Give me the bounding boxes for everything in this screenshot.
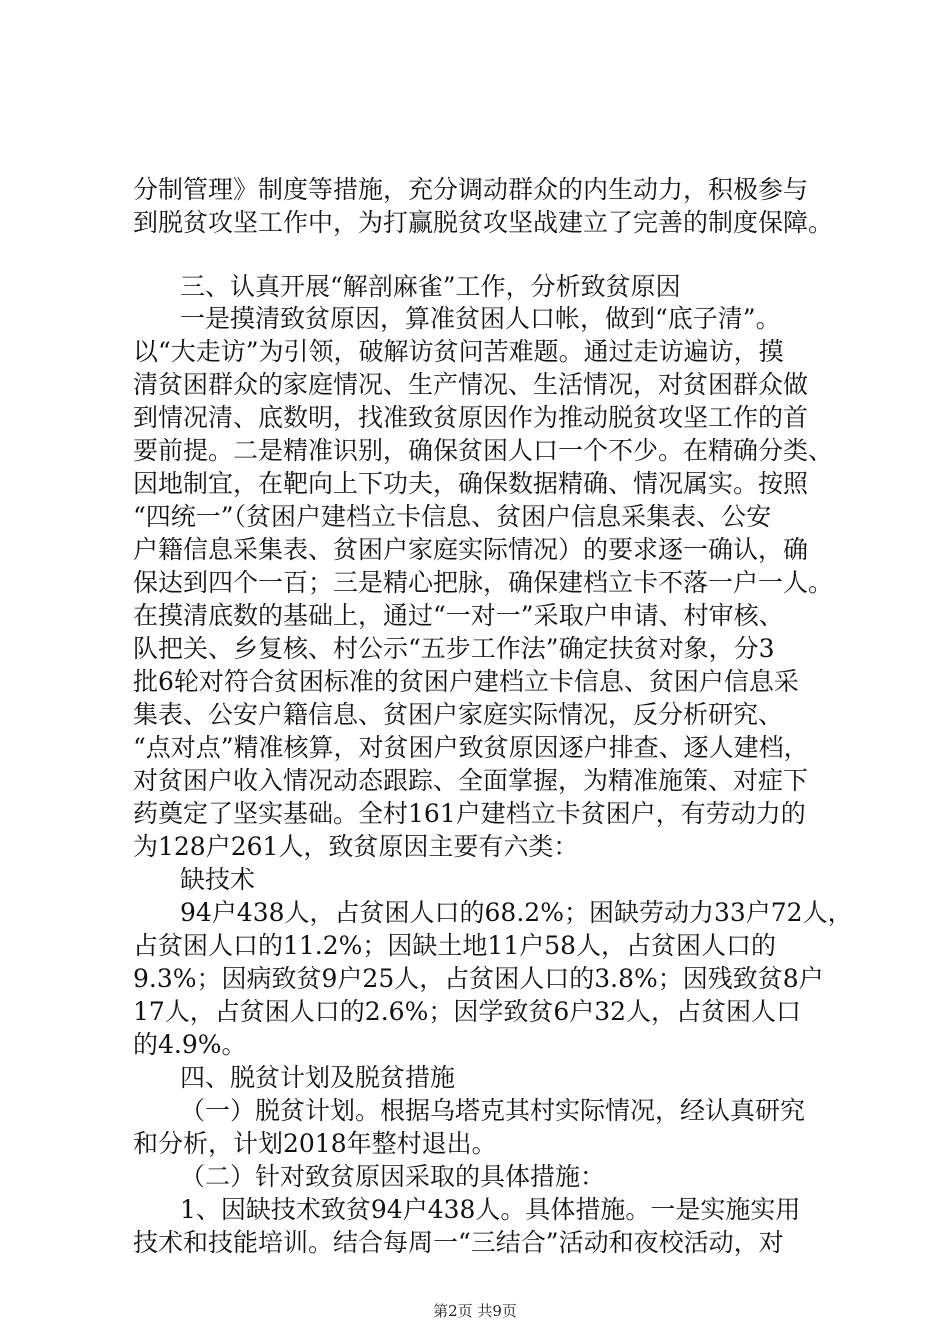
subheading: 缺技术 [180,865,256,894]
text-line: 药奠定了坚实基础。全村161户建档立卡贫困户，有劳动力的 [133,799,806,828]
text-line: 94户438人，占贫困人口的68.2%；困缺劳动力33户72人， [180,898,853,927]
text-line: 1、因缺技术致贫94户438人。具体措施。一是实施实用 [180,1195,801,1224]
text-line: 保达到四个一百；三是精心把脉，确保建档立卡不落一户一人。 [133,568,834,597]
text-line: 集表、公安户籍信息、贫困户家庭实际情况，反分析研究、 [133,700,784,729]
text-line: 队把关、乡复核、村公示“五步工作法”确定扶贫对象，分3 [133,634,775,663]
page-number-footer: 第2页 共9页 [433,1302,517,1320]
text-line: 对贫困户收入情况动态跟踪、全面掌握，为精准施策、对症下 [133,766,809,795]
text-line: （一）脱贫计划。根据乌塔克其村实际情况，经认真研究 [180,1096,806,1125]
text-line: 要前提。二是精准识别，确保贫困人口一个不少。在精确分类、 [133,436,834,465]
text-line: 户籍信息采集表、贫困户家庭实际情况）的要求逐一确认，确 [133,535,809,564]
text-line: 9.3%；因病致贫9户25人，占贫困人口的3.8%；因残致贫8户 [133,964,824,993]
text-line: 占贫困人口的11.2%；因缺土地11户58人，占贫困人口的 [133,931,777,960]
text-line: 在摸清底数的基础上，通过“一对一”采取户申请、村审核、 [133,601,784,630]
text-line: 分制管理》制度等措施，充分调动群众的内生动力，积极参与 [133,175,809,204]
text-line: “四统一”（贫困户建档立卡信息、贫困户信息采集表、公安 [133,502,772,531]
text-line: 到情况清、底数明，找准致贫原因作为推动脱贫攻坚工作的首 [133,403,809,432]
text-line: 到脱贫攻坚工作中，为打赢脱贫攻坚战建立了完善的制度保障。 [133,208,834,237]
text-line: 为128户261人，致贫原因主要有六类： [133,832,579,861]
text-line: 技术和技能培训。结合每周一“三结合”活动和夜校活动，对 [133,1228,784,1257]
text-line: 一是摸清致贫原因，算准贫困人口帐，做到“底子清”。 [180,304,781,333]
text-line: 因地制宜，在靶向上下功夫，确保数据精确、情况属实。按照 [133,469,809,498]
text-line: 以“大走访”为引领，破解访贫问苦难题。通过走访遍访，摸 [133,337,784,366]
text-line: 清贫困群众的家庭情况、生产情况、生活情况，对贫困群众做 [133,370,809,399]
section-heading: 三、认真开展“解剖麻雀”工作，分析致贫原因 [180,272,681,301]
text-line: 批6轮对符合贫困标准的贫困户建档立卡信息、贫困户信息采 [133,667,799,696]
text-line: 17人，占贫困人口的2.6%；因学致贫6户32人，占贫困人口 [133,997,802,1026]
text-line: 和分析，计划2018年整村退出。 [133,1129,497,1158]
section-heading: 四、脱贫计划及脱贫措施 [180,1063,456,1092]
text-line: 的4.9%。 [133,1030,247,1059]
text-line: （二）针对致贫原因采取的具体措施： [180,1162,606,1191]
text-line: “点对点”精准核算，对贫困户致贫原因逐户排查、逐人建档， [133,733,809,762]
